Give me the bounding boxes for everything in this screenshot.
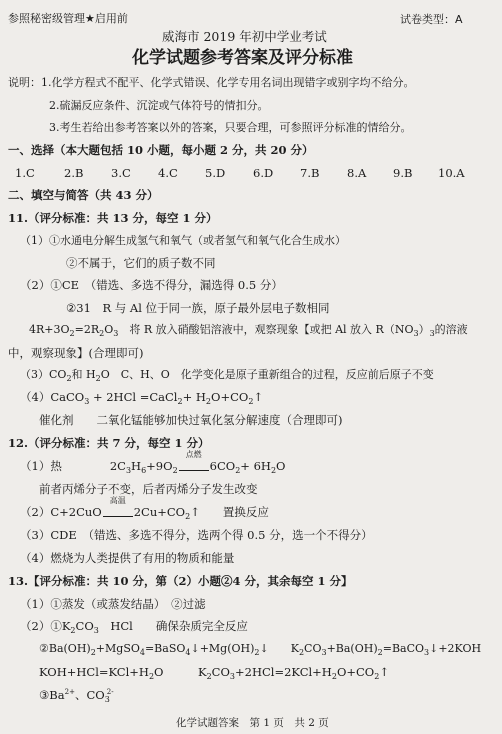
q12-line-1: （1）热 $2C_3H_6+9O_2$ 点燃 $6CO_2+ 6H_2O$ [20,450,286,475]
choice-answer: 1.C [15,166,35,180]
q11-line-5: $4R+3O_2=2R_2O_3$ 将 R 放入硝酸铝溶液中，观察现象【或把 Al 放入 $R(NO_3)_3$的溶液 [29,323,468,338]
note-2: 2.硫漏反应条件、沉淀或气体符号的情扣分。 [49,99,269,112]
reaction-condition: 高温 [102,505,134,519]
choice-answer: 5.D [205,166,226,180]
q13-line-1: （1）①蒸发（或蒸发结晶） ②过滤 [20,597,206,611]
confidentiality-label: 参照秘密级管理★启用前 [8,12,128,25]
q11-line-9: 催化剂 二氧化锰能够加快过氧化氢分解速度（合理即可) [39,413,343,427]
choice-answer: 8.A [347,166,367,180]
q13-line-2: $(2)①K_2CO_3$ HCl 确保杂质完全反应 [20,619,248,635]
choice-answer: 2.B [64,166,84,180]
paper-type-label: 试卷类型：A [400,13,463,26]
q11-line-8: （4）CaCO$_3$ + 2HCl =CaCl$_2$+ $H_2O+CO_2↑$ [20,390,264,406]
choice-answer: 7.B [300,166,320,180]
q11-line-7: $(3)CO_2$和 $H_2O$ C、H、O 化学变化是原子重新组合的过程，反应前后原子不变 [20,368,434,383]
q11-line-1: （1）①水通电分解生成氢气和氧气（或者氢气和氧气化合生成水） [20,234,346,247]
choice-answer: 10.A [438,166,465,180]
document-title: 化学试题参考答案及评分标准 [132,48,353,68]
choice-answer: 3.C [111,166,131,180]
note-1: 说明：1.化学方程式不配平、化学式错误、化学专用名词出现错字或别字均不给分。 [8,76,415,89]
q11-heading: 11.（评分标准：共 13 分，每空 1 分） [8,211,218,225]
section-1-title: 一、选择（本大题包括 10 小题，每小题 2 分，共 20 分） [8,143,314,157]
q12-heading: 12.（评分标准：共 7 分，每空 1 分） [8,436,210,450]
exam-title: 威海市 2019 年初中学业考试 [162,29,327,44]
choice-answer: 9.B [393,166,413,180]
q12-line-2: 前者丙烯分子不变，后者丙烯分子发生改变 [39,482,258,496]
q12-line-5: （4）燃烧为人类提供了有用的物质和能量 [20,551,235,565]
q12-line-4: （3）CDE （错选、多选不得分，选两个得 0.5 分，选一个不得分） [20,528,373,542]
q11-line-3: （2）①CE （错选、多选不得分，漏选得 0.5 分） [20,278,283,292]
q13-line-3: $②Ba(OH)_2+MgSO_4=BaSO_4↓+Mg(OH)_2↓$ $K_2CO_3+Ba(OH)_2=BaCO_3↓+2KOH$ [39,642,482,657]
choice-answer: 4.C [158,166,178,180]
q11-line-6: 中，观察现象】(合理即可) [8,346,144,360]
q13-heading: 13.【评分标准：共 10 分，第（2）小题②4 分，其余每空 1 分】 [8,574,353,588]
q11-line-2: ②不属于，它们的质子数不同 [66,256,216,270]
reaction-condition: 点燃 [178,459,210,473]
q13-line-5: $③Ba^{2+}$、$CO_3^{2-}$ [39,688,114,704]
q13-line-4: $KOH+HCl=KCl+H_2O$ $K_2CO_3+2HCl=2KCl+H_2O+CO_2↑$ [39,665,389,681]
note-3: 3.考生若给出参考答案以外的答案，只要合理，可参照评分标准的情给分。 [49,121,412,134]
q12-line-3: （2）C+2CuO 高温 $2Cu+CO_2↑$ 置换反应 [20,496,269,521]
q11-line-4: ②31 R 与 Al 位于同一族，原子最外层电子数相同 [66,301,330,315]
page-footer: 化学试题答案 第 1 页 共 2 页 [176,717,329,729]
choice-answer: 6.D [253,166,274,180]
section-2-title: 二、填空与简答（共 43 分） [8,188,159,202]
